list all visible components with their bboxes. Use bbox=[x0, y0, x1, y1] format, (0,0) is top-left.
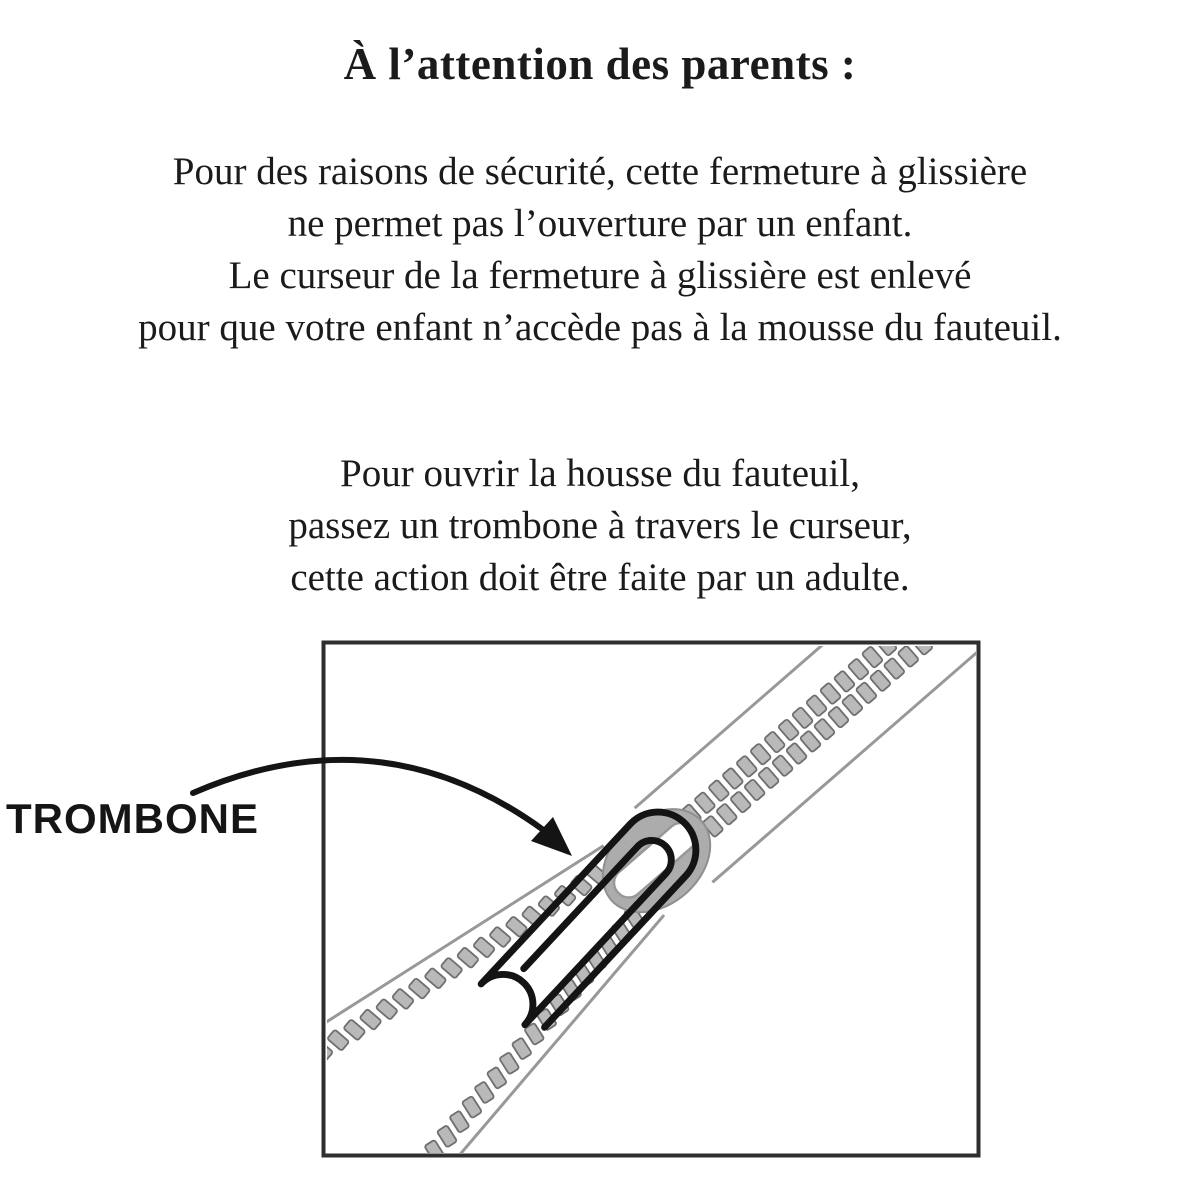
instruction-line: cette action doit être faite par un adulte. bbox=[290, 556, 910, 599]
zipper-tooth bbox=[214, 1102, 236, 1123]
zipper-tooth bbox=[165, 1133, 187, 1154]
zipper-tooth bbox=[262, 1071, 284, 1092]
zipper-diagram bbox=[0, 600, 1200, 1200]
safety-intro-paragraph bbox=[0, 146, 1200, 354]
zipper-tooth bbox=[917, 600, 939, 620]
zipper-tooth bbox=[953, 600, 975, 619]
trombone-label: TROMBONE bbox=[6, 795, 259, 842]
page-title: À l’attention des parents : bbox=[343, 39, 857, 89]
zipper-tooth bbox=[197, 1112, 219, 1133]
intro-line: Le curseur de la fermeture à glissière est enlevé bbox=[228, 254, 972, 297]
zipper-tooth bbox=[295, 1050, 317, 1071]
zipper-tooth bbox=[412, 1154, 432, 1176]
zipper-tooth bbox=[149, 1143, 171, 1164]
zipper-tooth bbox=[230, 1091, 252, 1112]
intro-line: pour que votre enfant n’accède pas à la mousse du fauteuil. bbox=[138, 306, 1062, 349]
zipper-tooth bbox=[133, 1153, 155, 1174]
zipper-tooth bbox=[967, 600, 989, 607]
zipper-tooth bbox=[387, 1184, 407, 1200]
zipper-tooth bbox=[181, 1122, 203, 1143]
instruction-line: passez un trombone à travers le curseur, bbox=[288, 504, 912, 547]
zipper-tooth bbox=[939, 609, 961, 631]
instruction-line: Pour ouvrir la housse du fauteuil, bbox=[340, 452, 860, 495]
zipper-tooth bbox=[246, 1081, 268, 1102]
intro-line: ne permet pas l’ouverture par un enfant. bbox=[287, 202, 913, 245]
opening-instructions-paragraph bbox=[0, 448, 1200, 604]
zipper-tooth bbox=[399, 1169, 419, 1191]
zipper-tooth bbox=[931, 600, 953, 608]
zipper-tooth bbox=[278, 1060, 300, 1081]
zipper-tooth bbox=[904, 610, 926, 632]
zipper-tooth bbox=[925, 621, 947, 643]
intro-line: Pour des raisons de sécurité, cette fermeture à glissière bbox=[172, 150, 1028, 193]
